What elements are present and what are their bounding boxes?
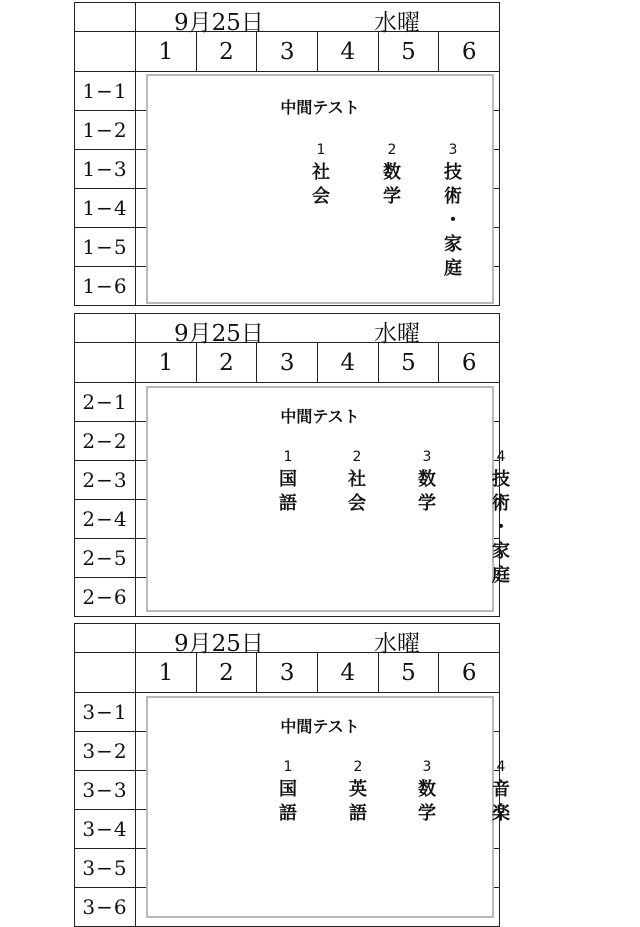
subject-char: 国 (279, 779, 297, 800)
period-header: 3 (257, 343, 318, 383)
subject-entry (274, 446, 302, 516)
period-header: 1 (136, 343, 197, 383)
subject-entry (274, 756, 302, 826)
period-header: 3 (257, 32, 318, 72)
subject-entry (413, 446, 441, 516)
subject-char: ・ (492, 517, 510, 538)
class-label: 1−3 (75, 150, 136, 189)
subject-char: 社 (348, 469, 366, 490)
subject-char: 学 (418, 493, 436, 514)
date-label: 9月25日 (174, 631, 264, 657)
corner-cell (75, 343, 136, 383)
subject-char: 学 (418, 803, 436, 824)
subject-char: 術 (444, 186, 462, 207)
subject-char: 語 (349, 803, 367, 824)
class-label: 2−3 (75, 461, 136, 500)
subject-entry (487, 446, 515, 588)
weekday-label: 水曜 (374, 321, 420, 347)
subject-number: 2 (352, 449, 362, 465)
subject-number: 1 (283, 449, 293, 465)
period-header: 5 (378, 343, 439, 383)
class-label: 2−4 (75, 500, 136, 539)
period-header: 5 (378, 32, 439, 72)
subject-char: ・ (444, 210, 462, 231)
period-header: 1 (136, 32, 197, 72)
subject-char: 数 (383, 162, 401, 183)
subject-char: 語 (279, 803, 297, 824)
period-header: 2 (196, 32, 257, 72)
date-label: 9月25日 (174, 321, 264, 347)
corner-cell (75, 3, 136, 32)
class-label: 2−2 (75, 422, 136, 461)
schedule-block-grade2 (74, 313, 510, 617)
subject-char: 技 (492, 469, 510, 490)
corner-cell (75, 32, 136, 72)
subject-number: 3 (448, 142, 458, 158)
subject-number: 1 (316, 142, 326, 158)
schedule-block-grade1 (74, 2, 500, 306)
subject-number: 2 (387, 142, 397, 158)
subject-char: 会 (312, 186, 330, 207)
date-header (136, 624, 500, 657)
period-header: 4 (317, 343, 378, 383)
class-label: 2−1 (75, 383, 136, 422)
exam-notice (146, 74, 494, 304)
subject-number: 4 (496, 759, 506, 775)
date-header (136, 3, 500, 36)
subject-char: 楽 (492, 803, 510, 824)
class-label: 3−5 (75, 849, 136, 888)
period-header: 6 (439, 343, 500, 383)
class-label: 2−5 (75, 539, 136, 578)
subject-number: 2 (353, 759, 363, 775)
subject-char: 術 (492, 493, 510, 514)
subject-entry (413, 756, 441, 826)
subject-char: 社 (312, 162, 330, 183)
period-header: 6 (439, 32, 500, 72)
notice-title: 中間テスト (280, 717, 360, 736)
period-header: 2 (196, 653, 257, 693)
notice-title: 中間テスト (280, 98, 360, 117)
period-header: 6 (439, 653, 500, 693)
class-label: 1−4 (75, 189, 136, 228)
subject-char: 学 (383, 186, 401, 207)
period-header: 1 (136, 653, 197, 693)
subject-entry (344, 756, 372, 826)
class-label: 3−1 (75, 693, 136, 732)
subject-char: 庭 (492, 565, 510, 586)
period-header: 5 (378, 653, 439, 693)
class-label: 1−2 (75, 111, 136, 150)
date-label: 9月25日 (174, 10, 264, 36)
subject-char: 庭 (444, 258, 462, 279)
subject-number: 1 (283, 759, 293, 775)
subject-char: 数 (418, 779, 436, 800)
subject-char: 会 (348, 493, 366, 514)
subject-entry (487, 756, 515, 826)
period-header: 3 (257, 653, 318, 693)
subject-entry (343, 446, 371, 516)
corner-cell (75, 624, 136, 653)
class-label: 2−6 (75, 578, 136, 617)
subject-char: 英 (349, 779, 367, 800)
period-header: 2 (196, 343, 257, 383)
subject-char: 国 (279, 469, 297, 490)
subject-char: 技 (444, 162, 462, 183)
class-label: 1−5 (75, 228, 136, 267)
notice-title: 中間テスト (280, 407, 360, 426)
period-header: 4 (317, 653, 378, 693)
class-label: 1−1 (75, 72, 136, 111)
exam-notice (146, 386, 510, 612)
date-header (136, 314, 500, 347)
period-header: 4 (317, 32, 378, 72)
subject-char: 家 (444, 234, 462, 255)
subject-number: 3 (422, 759, 432, 775)
schedule-block-grade3 (74, 623, 510, 927)
class-label: 1−6 (75, 267, 136, 306)
exam-notice (146, 696, 510, 918)
subject-char: 家 (492, 541, 510, 562)
subject-char: 数 (418, 469, 436, 490)
subject-number: 3 (422, 449, 432, 465)
subject-char: 音 (492, 779, 510, 800)
class-label: 3−6 (75, 888, 136, 927)
subject-char: 語 (279, 493, 297, 514)
class-label: 3−3 (75, 771, 136, 810)
class-label: 3−2 (75, 732, 136, 771)
corner-cell (75, 314, 136, 343)
corner-cell (75, 653, 136, 693)
subject-entry (378, 139, 406, 209)
subject-entry (439, 139, 467, 281)
subject-number: 4 (496, 449, 506, 465)
subject-entry (307, 139, 335, 209)
weekday-label: 水曜 (374, 10, 420, 36)
weekday-label: 水曜 (374, 631, 420, 657)
class-label: 3−4 (75, 810, 136, 849)
